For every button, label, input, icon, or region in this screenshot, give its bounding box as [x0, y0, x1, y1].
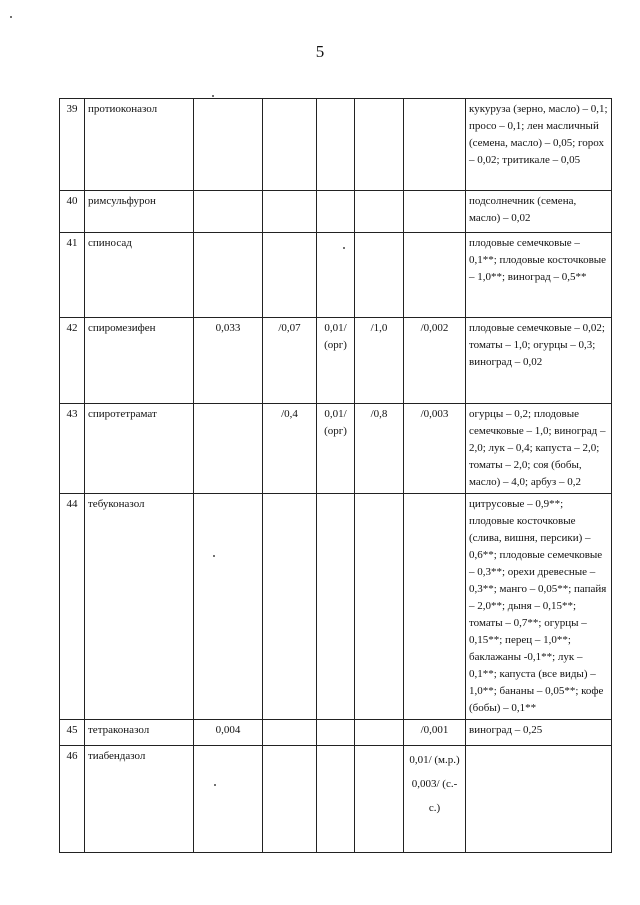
row-number: 46 [60, 746, 85, 853]
value-cell: /1,0 [355, 318, 404, 404]
table-row [60, 746, 612, 853]
substance-name: тетраконазол [85, 720, 194, 746]
value-cell: 0,01/ (орг) [317, 404, 355, 494]
value-cell [404, 191, 466, 233]
value-cell: /0,002 [404, 318, 466, 404]
value-cell: 0,033 [194, 318, 263, 404]
value-cell [317, 233, 355, 318]
table-row [60, 99, 612, 191]
value-cell [263, 233, 317, 318]
row-number: 40 [60, 191, 85, 233]
row-number: 45 [60, 720, 85, 746]
value-cell [355, 720, 404, 746]
table-row [60, 404, 612, 494]
page-number: 5 [315, 42, 325, 61]
value-cell [404, 233, 466, 318]
value-cell [317, 494, 355, 720]
row-number: 41 [60, 233, 85, 318]
substance-name: римсульфурон [85, 191, 194, 233]
row-number: 42 [60, 318, 85, 404]
scan-speck [343, 247, 345, 249]
value-cell [404, 494, 466, 720]
value-cell [263, 99, 317, 191]
value-cell [194, 404, 263, 494]
substance-name: тебуконазол [85, 494, 194, 720]
row-number: 44 [60, 494, 85, 720]
crop-limits-cell: виноград – 0,25 [466, 720, 612, 746]
value-cell [317, 99, 355, 191]
value-cell: /0,001 [404, 720, 466, 746]
value-cell: /0,4 [263, 404, 317, 494]
value-cell [355, 746, 404, 853]
value-cell [194, 494, 263, 720]
row-number: 43 [60, 404, 85, 494]
table-row [60, 720, 612, 746]
value-cell: /0,07 [263, 318, 317, 404]
value-cell [355, 99, 404, 191]
substance-name: протиоконазол [85, 99, 194, 191]
table-row [60, 233, 612, 318]
substance-name: тиабендазол [85, 746, 194, 853]
value-cell [263, 746, 317, 853]
value-cell [263, 494, 317, 720]
substance-name: спиносад [85, 233, 194, 318]
value-cell: /0,003 [404, 404, 466, 494]
crop-limits-cell: кукуруза (зерно, масло) – 0,1; просо – 0,1; лен масличный (семена, масло) – 0,05; горох – 0,02; тритикале – 0,05 [466, 99, 612, 191]
crop-limits-cell: цитрусовые – 0,9**; плодовые косточковые (слива, вишня, персики) – 0,6**; плодовые семечковые – 0,3**; орехи древесные – 0,3**; манго – 0,05**; папайя – 2,0**; дыня – 0,15**; томаты – 0,7**; огурцы – 0,15**; перец – 1,0**; баклажаны -0,1**; лук – 0,1**; капуста (все виды) – 1,0**; бананы – 0,05**; кофе (бобы) – 0,1** [466, 494, 612, 720]
value-cell: 0,004 [194, 720, 263, 746]
residue-limits-table [59, 98, 612, 853]
value-cell [194, 233, 263, 318]
value-cell [194, 746, 263, 853]
scan-speck [213, 555, 215, 557]
value-cell [317, 191, 355, 233]
value-cell [317, 720, 355, 746]
substance-name: спиротетрамат [85, 404, 194, 494]
value-cell [355, 494, 404, 720]
value-cell: 0,01/ (м.р.) 0,003/ (с.-с.) [404, 746, 466, 853]
scan-speck [10, 16, 12, 18]
substance-name: спиромезифен [85, 318, 194, 404]
crop-limits-cell: огурцы – 0,2; плодовые семечковые – 1,0; виноград – 2,0; лук – 0,4; капуста – 2,0; томаты – 2,0; соя (бобы, масло) – 4,0; арбуз – 0,2 [466, 404, 612, 494]
value-cell [194, 191, 263, 233]
value-cell [355, 191, 404, 233]
crop-limits-cell: плодовые семечковые – 0,1**; плодовые косточковые – 1,0**; виноград – 0,5** [466, 233, 612, 318]
scan-speck [214, 784, 216, 786]
crop-limits-cell: подсолнечник (семена, масло) – 0,02 [466, 191, 612, 233]
crop-limits-cell [466, 746, 612, 853]
value-cell [355, 233, 404, 318]
value-cell: 0,01/ (орг) [317, 318, 355, 404]
value-cell [404, 99, 466, 191]
crop-limits-cell: плодовые семечковые – 0,02; томаты – 1,0; огурцы – 0,3; виноград – 0,02 [466, 318, 612, 404]
value-cell [194, 99, 263, 191]
value-cell [317, 746, 355, 853]
table-row [60, 318, 612, 404]
table-row [60, 191, 612, 233]
value-cell: /0,8 [355, 404, 404, 494]
scan-speck [212, 95, 214, 97]
value-cell [263, 191, 317, 233]
row-number: 39 [60, 99, 85, 191]
table-row [60, 494, 612, 720]
value-cell [263, 720, 317, 746]
